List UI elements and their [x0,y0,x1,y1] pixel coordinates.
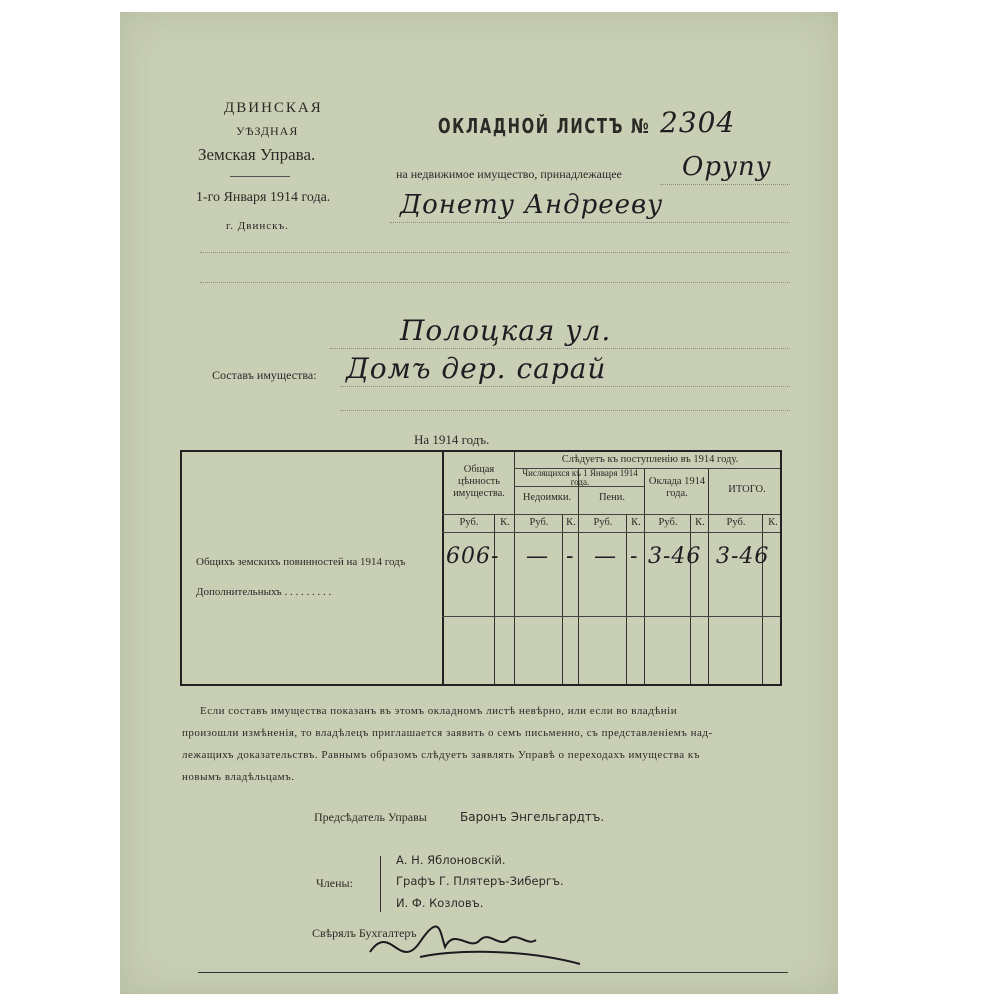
property-label: Составъ имущества: [212,368,317,382]
unit-kop: К. [631,517,641,528]
location-street: Полоцкая ул. [400,314,612,347]
org-name-line1: ДВИНСКАЯ [224,100,323,116]
notice-line-4: новымъ владѣльцамъ. [182,771,295,783]
row-label-additional: Дополнительныхъ . . . . . . . . . [196,586,332,598]
unit-rub: Руб. [459,517,479,528]
col-line [578,468,579,684]
blank-rule-2 [200,282,790,283]
value-penalty: — [594,544,617,569]
tax-table [180,450,782,686]
chairman-label: Предсѣдатель Управы [314,810,427,824]
unit-kop: К. [500,517,510,528]
header-penalty: Пени. [598,492,626,503]
notice-line-1: Если составъ имущества показанъ въ этомъ окладномъ листѣ невѣрно, или если во владѣніи [200,705,678,717]
members-label: Члены: [316,876,353,890]
owner-line1-rule [660,184,790,185]
col-line [708,468,709,684]
header-total-value: Общая цѣнность имущества. [453,464,505,499]
row-line [442,532,780,533]
value-total: 606- [446,544,500,569]
col-line [626,514,627,684]
header-salary: Оклада 1914 года. [648,476,706,499]
org-name-line3: Земская Управа. [198,145,316,164]
value-grand-total: 3-46 [716,544,770,569]
member-3: И. Ф. Козловъ. [396,896,484,910]
unit-rub: Руб. [529,517,549,528]
chairman-name: Баронъ Энгельгардтъ. [460,810,605,824]
value-salary: 3-46 [648,544,702,569]
org-name-line2: УѢЗДНАЯ [236,124,299,138]
header-divider [230,176,290,177]
value-penalty-k: - [630,544,639,569]
unit-rub: Руб. [593,517,613,528]
col-line [562,514,563,684]
col-line [762,514,763,684]
value-arrears-k: - [566,544,575,569]
col-line [494,514,495,684]
blank-rule-1 [200,252,790,253]
owner-name-part1: Орупу [682,152,772,182]
notice-line-3: лежащихъ доказательствъ. Равнымъ образомъ слѣдуетъ заявлять Управѣ о переходахъ имущества къ [182,749,700,761]
owner-line2-rule [390,222,790,223]
unit-kop: К. [768,517,778,528]
members-bracket [380,856,381,912]
header-city: г. Двинскъ. [226,220,289,232]
property-rule-2 [340,410,790,411]
header-date: 1-го Января 1914 года. [196,190,331,205]
property-value: Домъ дер. сарай [346,352,607,385]
member-1: А. Н. Яблоновскій. [396,853,506,867]
col-line [690,514,691,684]
location-rule [330,348,790,349]
year-caption: На 1914 годъ. [414,432,490,447]
header-due: Слѣдуетъ къ поступленію въ 1914 году. [561,454,739,465]
document-number: 2304 [660,106,736,139]
unit-kop: К. [695,517,705,528]
owner-prefix: на недвижимое имущество, принадлежащее [396,167,622,181]
header-total: ИТОГО. [728,484,766,495]
row-line [442,514,780,515]
owner-name-part2: Донету Андрееву [400,190,664,220]
col-line [644,468,645,684]
document-sheet [120,12,838,994]
unit-rub: Руб. [726,517,746,528]
row-line [442,616,780,617]
notice-line-2: произошли измѣненія, то владѣлецъ приглашается заявить о семъ письменно, съ представленіемъ над- [182,727,713,739]
header-arrears-group: Числящихся къ 1 Января 1914 года. [522,468,638,487]
unit-kop: К. [566,517,576,528]
unit-rub: Руб. [658,517,678,528]
row-label-general: Общихъ земскихъ повинностей на 1914 годъ [196,556,406,568]
property-rule [340,386,790,387]
document-title: ОКЛАДНОЙ ЛИСТЪ № [438,114,651,138]
bottom-rule [198,972,788,973]
value-arrears: — [526,544,549,569]
header-arrears: Недоимки. [522,492,572,503]
checker-label: Свѣрялъ Бухгалтеръ [312,926,417,940]
member-2: Графъ Г. Плятеръ-Зибергъ. [396,874,564,888]
